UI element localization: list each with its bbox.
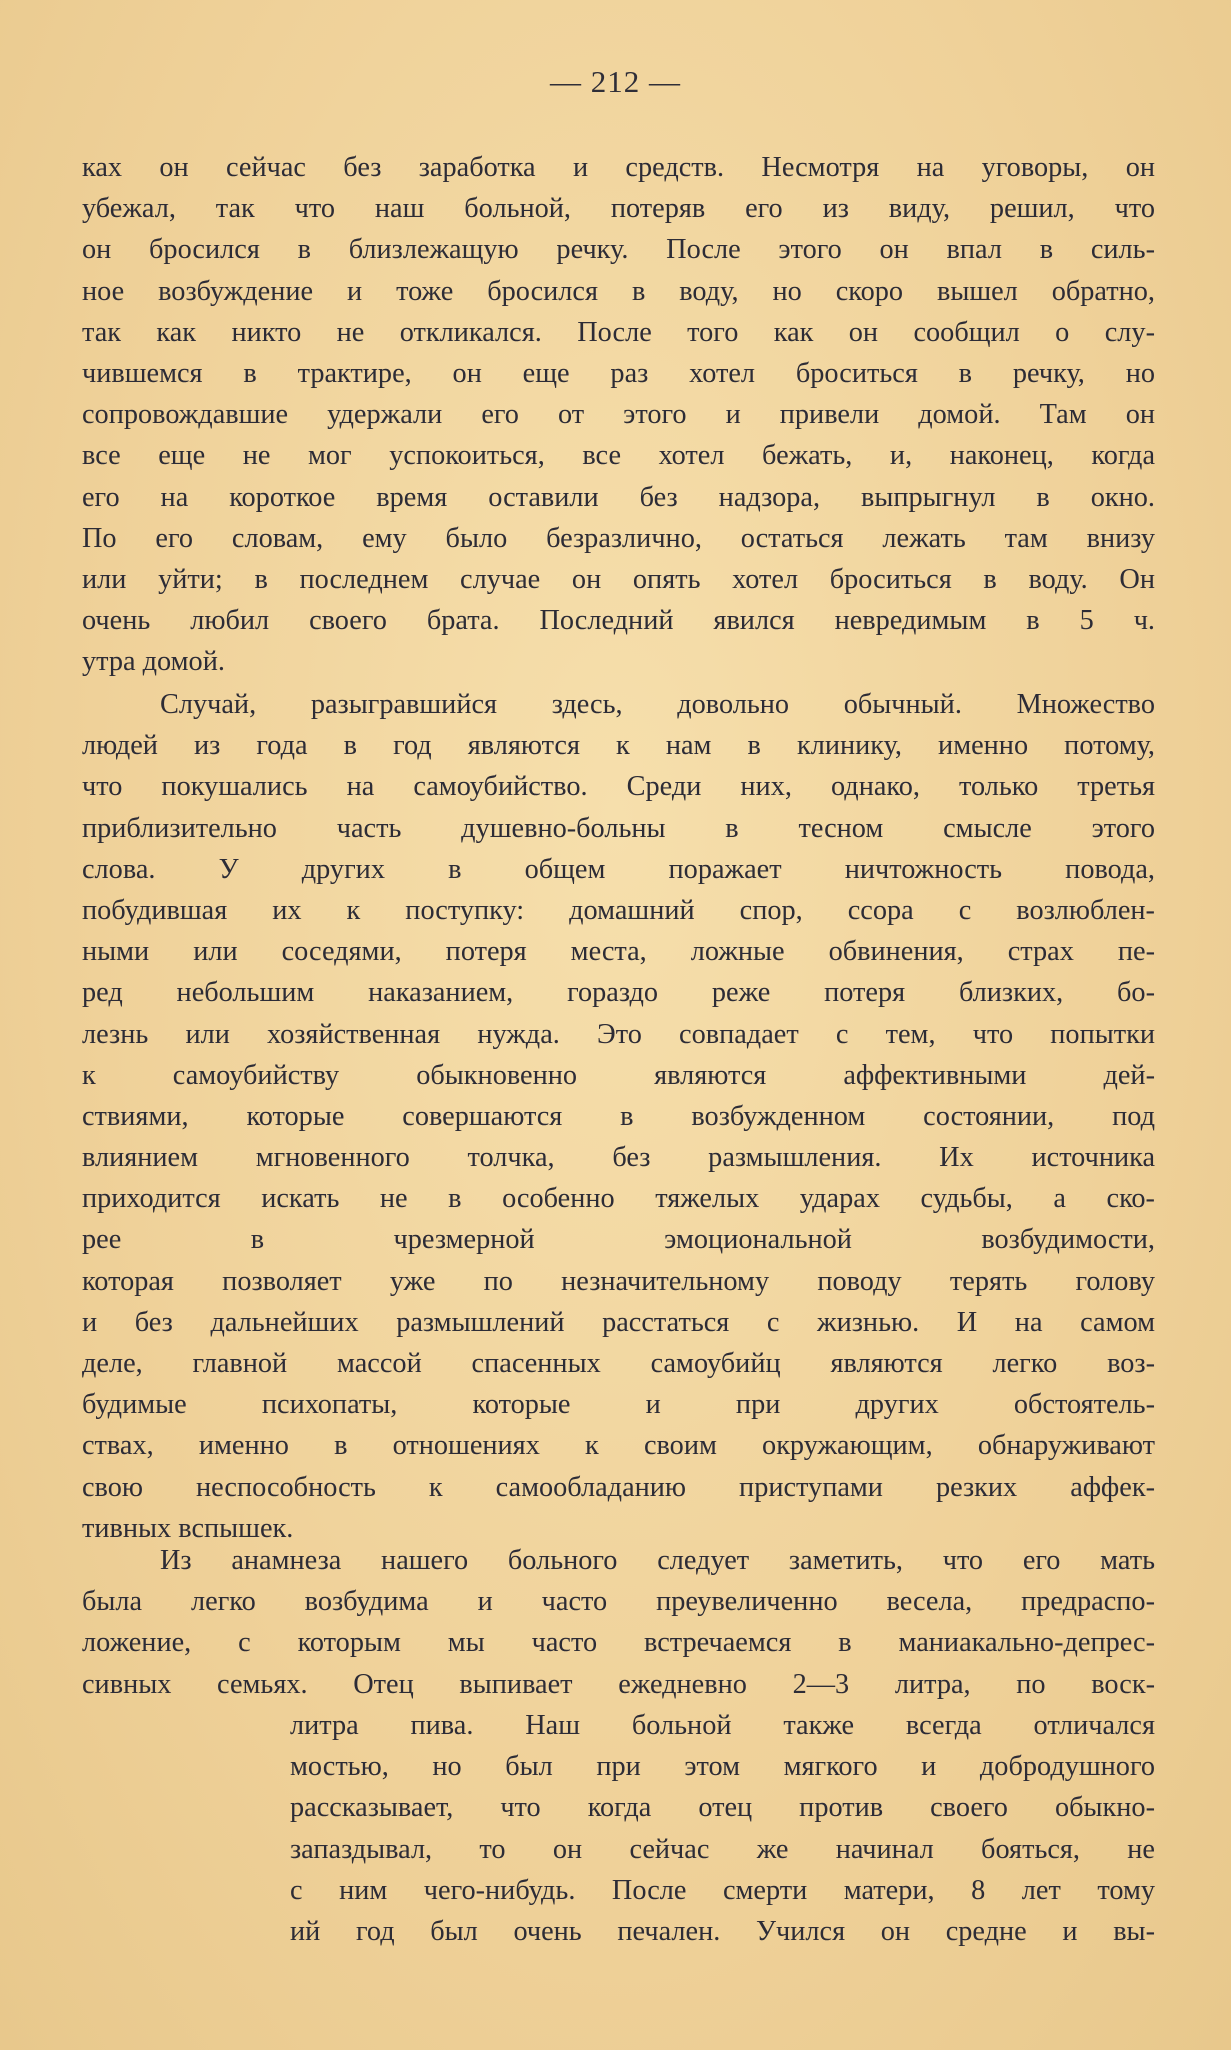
text-line: ствиями, которые совершаются в возбужденном состоянии, под: [82, 1100, 1155, 1132]
text-line: была легко возбудима и часто преувеличенно весела, предраспо-: [82, 1586, 1155, 1618]
text-line-partial: рассказывает, что когда отец против своего обыкно-: [290, 1792, 1155, 1824]
text-line: чившемся в трактире, он еще раз хотел броситься в речку, но: [82, 357, 1155, 389]
text-line: или уйти; в последнем случае он опять хотел броситься в воду. Он: [82, 563, 1155, 595]
text-line: слова. У других в общем поражает ничтожность повода,: [82, 853, 1155, 885]
text-line: к самоубийству обыкновенно являются аффективными дей-: [82, 1059, 1155, 1091]
text-line: ках он сейчас без заработка и средств. Несмотря на уговоры, он: [82, 152, 1155, 183]
text-line: будимые психопаты, которые и при других обстоятель-: [82, 1389, 1155, 1421]
text-line: ред небольшим наказанием, гораздо реже потеря близких, бо-: [82, 977, 1155, 1009]
text-line: влиянием мгновенного толчка, без размышления. Их источника: [82, 1142, 1155, 1174]
text-line: что покушались на самоубийство. Среди них, однако, только третья: [82, 771, 1155, 803]
text-line: По его словам, ему было безразлично, остаться лежать там внизу: [82, 522, 1155, 554]
text-line: приблизительно часть душевно-больны в тесном смысле этого: [82, 812, 1155, 844]
text-line: ложение, с которым мы часто встречаемся в маниакально-депрес-: [82, 1627, 1155, 1659]
paragraph-1: [82, 147, 1155, 682]
text-line: людей из года в год являются к нам в клинику, именно потому,: [82, 730, 1155, 762]
text-line: ствах, именно в отношениях к своим окружающим, обнаруживают: [82, 1430, 1155, 1462]
paragraph-2: [82, 684, 1155, 1549]
text-line: ное возбуждение и тоже бросился в воду, но скоро вышел обратно,: [82, 275, 1155, 307]
obscured-lines: [290, 1705, 1155, 1952]
text-line-partial: запаздывал, то он сейчас же начинал бояться, не: [290, 1833, 1155, 1865]
text-line: лезнь или хозяйственная нужда. Это совпадает с тем, что попытки: [82, 1018, 1155, 1050]
text-line: которая позволяет уже по незначительному поводу терять голову: [82, 1265, 1155, 1297]
text-line: убежал, так что наш больной, потеряв его из виду, решил, что: [82, 193, 1155, 225]
text-line: так как никто не откликался. После того как он сообщил о слу-: [82, 316, 1155, 348]
text-line: очень любил своего брата. Последний явился невредимым в 5 ч.: [82, 605, 1155, 637]
text-line: он бросился в близлежащую речку. После этого он впал в силь-: [82, 234, 1155, 266]
page-number: — 212 —: [550, 64, 681, 99]
text-line-partial: литра пива. Наш больной также всегда отличался: [290, 1710, 1155, 1741]
text-line-partial: с ним чего-нибудь. После смерти матери, 8 лет тому: [290, 1874, 1155, 1906]
text-line: побудившая их к поступку: домашний спор, ссора с возлюблен-: [82, 894, 1155, 926]
text-line: свою неспособность к самообладанию приступами резких аффек-: [82, 1471, 1155, 1503]
text-line: рее в чрезмерной эмоциональной возбудимости,: [82, 1224, 1155, 1256]
text-line: сопровождавшие удержали его от этого и привели домой. Там он: [82, 399, 1155, 431]
text-line-partial: мостью, но был при этом мягкого и добродушного: [290, 1751, 1155, 1783]
text-line: все еще не мог успокоиться, все хотел бежать, и, наконец, когда: [82, 440, 1155, 472]
text-line: и без дальнейших размышлений расстаться с жизнью. И на самом: [82, 1306, 1155, 1338]
text-line: деле, главной массой спасенных самоубийц являются легко воз-: [82, 1348, 1155, 1379]
text-line: приходится искать не в особенно тяжелых ударах судьбы, а ско-: [82, 1183, 1155, 1215]
paragraph-3: [82, 1540, 1155, 1705]
text-line-partial: ий год был очень печален. Учился он средне и вы-: [290, 1915, 1155, 1947]
text-line: его на короткое время оставили без надзора, выпрыгнул в окно.: [82, 481, 1155, 513]
text-line: ными или соседями, потеря места, ложные обвинения, страх пе-: [82, 936, 1155, 968]
text-line-first: Из анамнеза нашего больного следует заметить, что его мать: [160, 1545, 1155, 1576]
text-line-first: Случай, разыгравшийся здесь, довольно обычный. Множество: [160, 689, 1155, 720]
text-line-last: тивных вспышек.: [82, 1512, 294, 1544]
text-line-last: утра домой.: [82, 646, 225, 678]
text-line: сивных семьях. Отец выпивает ежедневно 2—3 литра, по воск-: [82, 1668, 1155, 1700]
